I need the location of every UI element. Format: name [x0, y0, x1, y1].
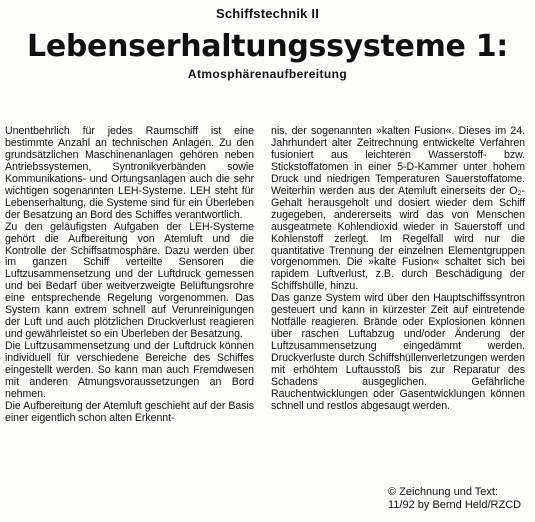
article-column-right [271, 126, 525, 413]
section-kicker: Schiffstechnik II [215, 6, 320, 21]
page-title: Lebenserhaltungssysteme 1: [27, 29, 508, 64]
paragraph: Das ganze System wird über den Hauptschiffssyntron gesteuert und kann in kürzester Zeit auf eintretende Notfälle reagieren. Brände oder Explosionen können über raschen Luftabzug und/oder Änderung der Luftzusammensetzung eingedämmt werden. Druckverluste durch Schiffshüllenverletzungen werden mit erhöhtem Luftausstoß bis zur Reparatur des Schadens ausgeglichen. Gefährliche Rauchentwicklungen oder Gasentwicklungen können schnell und restlos abgesaugt werden. [271, 292, 525, 412]
credit-block [388, 486, 528, 512]
credit-line: 11/92 by Bernd Held/RZCD [388, 499, 522, 511]
credit-line: © Zeichnung und Text: [388, 486, 499, 498]
paragraph: nis, der sogenannten »kalten Fusion«. Dieses im 24. Jahrhundert alter Zeitrechnung entwickelte Verfahren fusioniert aus leichteren Wasserstoff- bzw. Stickstoffatomen in einer 5-D-Kammer unter hohem Druck und niedrigen Temperaturen Sauerstoffatome. Weiterhin werden aus der Atemluft einerseits der O₂-Gehalt herausgeholt und dosiert wieder dem Schiff zugegeben, andererseits wird das von Menschen ausgeatmete Kohlendioxid wieder in Sauerstoff und Kohlenstoff zerlegt. Im Regelfall wird nur die quantitative Trennung der einzelnen Elementgruppen vorgenommen. Die »kalte Fusion« schaltet sich bei rapidem Luftverlust, z.B. durch Beschädigung der Schiffshülle, hinzu. [271, 125, 525, 293]
paragraph: Die Luftzusammensetzung und der Luftdruck können individuell für verschiedene Bereiche des Schiffes eingestellt werden. So kann man auch Fremdwesen mit anderen Atmungsvoraussetzungen an Bord nehmen. [5, 340, 254, 400]
page-subtitle: Atmosphärenaufbereitung [187, 67, 348, 81]
article-column-left [5, 126, 254, 425]
paragraph: Zu den geläufigsten Aufgaben der LEH-Systeme gehört die Aufbereitung von Atemluft und die Kontrolle der Schiffsatmosphäre. Dazu werden über im ganzen Schiff verteilte Sensoren die Luftzusammensetzung und der Luftdruck gemessen und bei Bedarf über weitverzweigte Belüftungsrohre eine entsprechende Regelung vorgenommen. Das System kann extrem schnell auf Verunreinigungen der Luft und auch plötzlichen Druckverlust reagieren und gewährleistet so ein Überleben der Besatzung. [5, 220, 254, 341]
paragraph: Unentbehrlich für jedes Raumschiff ist eine bestimmte Anzahl an technischen Anlagen. Zu den grundsätzlichen Maschinenanlagen gehören neben Antriebssystemen, Syntronikverbänden sowie Kommunikations- und Ortungsanlagen auch die sehr wichtigen sogenannten LEH-Systeme. LEH steht für Lebenserhaltung, die Systeme sind für ein Überleben der Besatzung an Bord des Schiffes verantwortlich. [5, 125, 254, 221]
paragraph: Die Aufbereitung der Atemluft geschieht auf der Basis einer eigentlich schon alten Erkennt- [5, 399, 254, 424]
